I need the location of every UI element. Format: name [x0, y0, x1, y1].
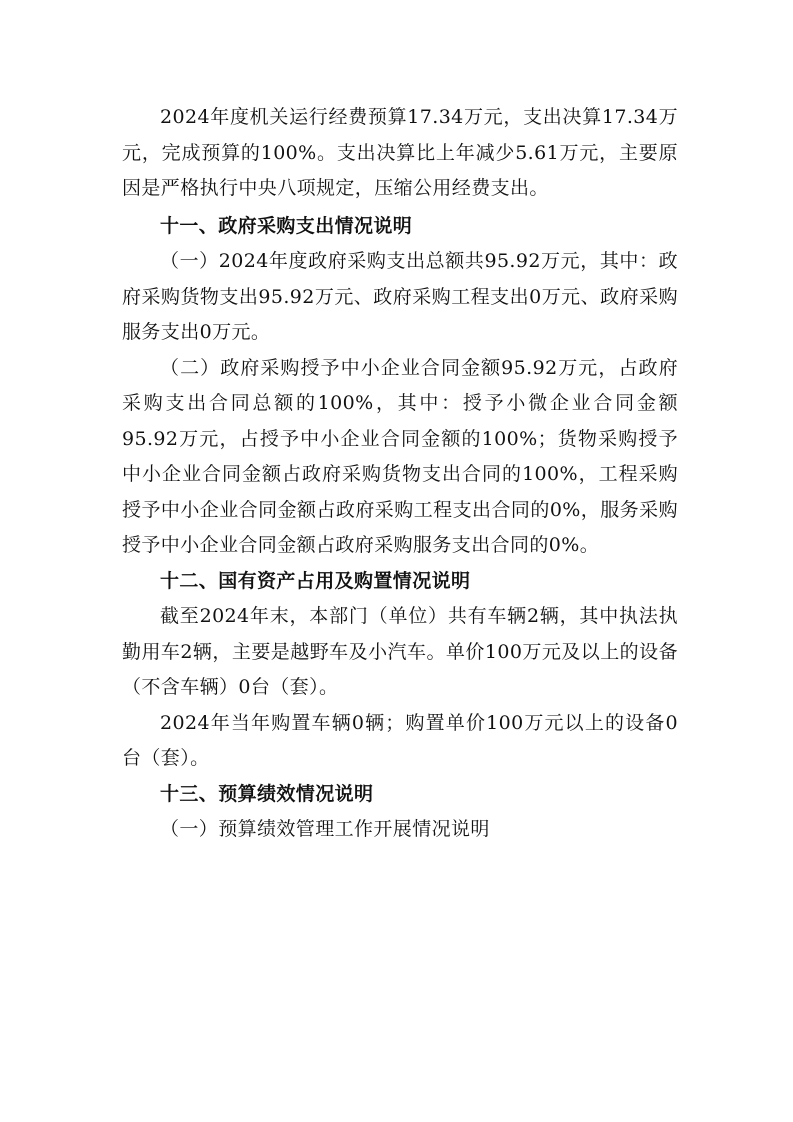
- paragraph-purchases: 2024年当年购置车辆0辆；购置单价100万元以上的设备0台（套）。: [122, 711, 678, 769]
- paragraph-procurement-total: （一）2024年度政府采购支出总额共95.92万元，其中：政府采购货物支出95.92万元、政府采购工程支出0万元、政府采购服务支出0万元。: [122, 250, 678, 343]
- section-heading-performance: 十三、预算绩效情况说明: [160, 782, 374, 805]
- paragraph-performance-management: （一）预算绩效管理工作开展情况说明: [160, 818, 490, 840]
- paragraph-procurement-sme: （二）政府采购授予中小企业合同金额95.92万元，占政府采购支出合同总额的100%，其中：授予小微企业合同金额95.92万元，占授予中小企业合同金额的100%；货物采购授予中小企业合同金额占政府采购货物支出合同的100%，工程采购授予中小企业合同金额占政府采购工程支出合同的0%，服务采购授予中小企业合同金额占政府采购服务支出合同的0%。: [122, 356, 678, 556]
- section-heading-state-assets: 十二、国有资产占用及购置情况说明: [160, 569, 471, 592]
- paragraph-operating-expenses: 2024年度机关运行经费预算17.34万元，支出决算17.34万元，完成预算的100%。支出决算比上年减少5.61万元，主要原因是严格执行中央八项规定，压缩公用经费支出。: [122, 106, 678, 199]
- document-body: [122, 100, 678, 848]
- section-heading-procurement: 十一、政府采购支出情况说明: [160, 214, 413, 237]
- paragraph-vehicles: 截至2024年末，本部门（单位）共有车辆2辆，其中执法执勤用车2辆，主要是越野车及小汽车。单价100万元及以上的设备（不含车辆）0台（套）。: [122, 605, 678, 698]
